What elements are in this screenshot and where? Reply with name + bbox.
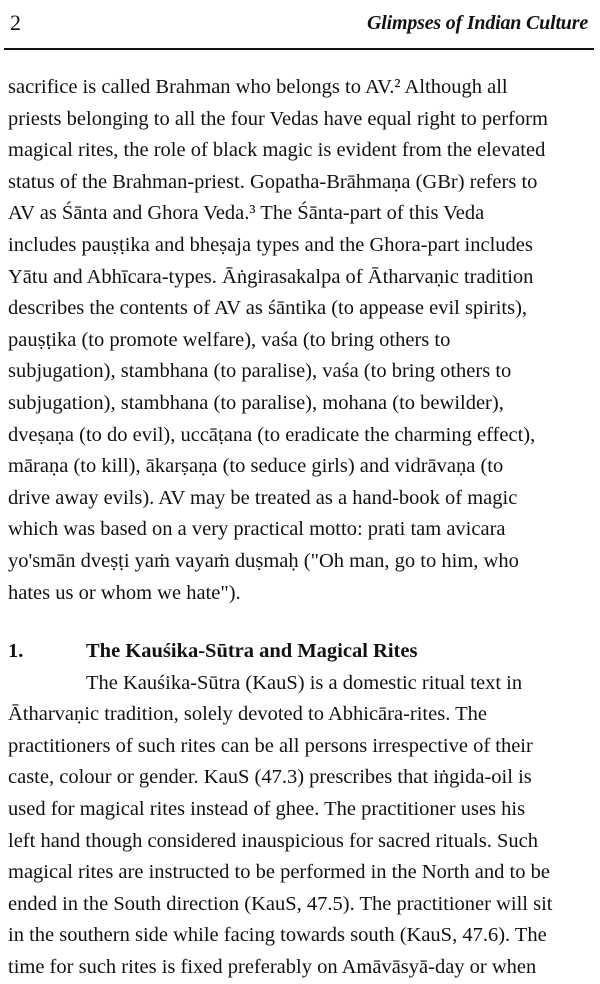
text-line: hates us or whom we hate").: [8, 581, 241, 604]
text-line: yo'smān dveṣṭi yaṁ vayaṁ duṣmaḥ ("Oh man, go to him, who: [8, 549, 519, 572]
header-rule: [4, 48, 594, 50]
text-line: caste, colour or gender. KauS (47.3) prescribes that iṅgida-oil is: [8, 766, 532, 789]
text-line: left hand though considered inauspicious for sacred rituals. Such: [8, 829, 539, 852]
paragraph-2: [8, 668, 594, 984]
text-line: time for such rites is fixed preferably on Amāvāsyā-day or when: [8, 956, 537, 979]
section-number: 1.: [8, 640, 24, 663]
text-line: which was based on a very practical motto: prati tam avicara: [8, 518, 506, 541]
section-title: The Kauśika-Sūtra and Magical Rites: [86, 640, 418, 663]
text-line: magical rites, the role of black magic is evident from the elevated: [8, 139, 546, 162]
running-title: Glimpses of Indian Culture: [367, 12, 588, 34]
text-line: subjugation), stambhana (to paralise), vaśa (to bring others to: [8, 360, 512, 383]
text-line: includes pauṣṭika and bheṣaja types and the Ghora-part includes: [8, 233, 533, 256]
text-line: describes the contents of AV as śāntika (to appease evil spirits),: [8, 297, 528, 320]
text-line: sacrifice is called Brahman who belongs to AV.² Although all: [8, 76, 508, 98]
section-heading: [8, 636, 594, 668]
text-line: ended in the South direction (KauS, 47.5). The practitioner will sit: [8, 892, 553, 915]
paragraph-1: [8, 72, 594, 609]
text-line: magical rites are instructed to be performed in the North and to be: [8, 861, 550, 884]
running-header: [6, 8, 590, 44]
text-line: pauṣṭika (to promote welfare), vaśa (to bring others to: [8, 328, 451, 351]
page-number: 2: [10, 10, 21, 35]
text-line: dveṣaṇa (to do evil), uccāṭana (to eradicate the charming effect),: [8, 423, 536, 446]
text-line: priests belonging to all the four Vedas have equal right to perform: [8, 107, 548, 130]
text-line: The Kauśika-Sūtra (KauS) is a domestic ritual text in: [86, 671, 523, 694]
text-line: māraṇa (to kill), ākarṣaṇa (to seduce girls) and vidrāvaṇa (to: [8, 455, 504, 478]
text-line: subjugation), stambhana (to paralise), mohana (to bewilder),: [8, 391, 504, 414]
spacer: [8, 609, 594, 636]
text-line: drive away evils). AV may be treated as a hand-book of magic: [8, 486, 518, 509]
text-line: Ātharvaṇic tradition, solely devoted to Abhicāra-rites. The: [8, 703, 487, 726]
text-line: Yātu and Abhīcara-types. Āṅgirasakalpa of Ātharvaṇic tradition: [8, 265, 534, 288]
text-line: in the southern side while facing towards south (KauS, 47.6). The: [8, 924, 547, 947]
text-line: practitioners of such rites can be all persons irrespective of their: [8, 734, 533, 757]
text-line: AV as Śānta and Ghora Veda.³ The Śānta-part of this Veda: [8, 202, 485, 225]
text-line: status of the Brahman-priest. Gopatha-Brāhmaṇa (GBr) refers to: [8, 170, 538, 193]
text-line: used for magical rites instead of ghee. The practitioner uses his: [8, 798, 526, 821]
page-body: [8, 72, 594, 984]
